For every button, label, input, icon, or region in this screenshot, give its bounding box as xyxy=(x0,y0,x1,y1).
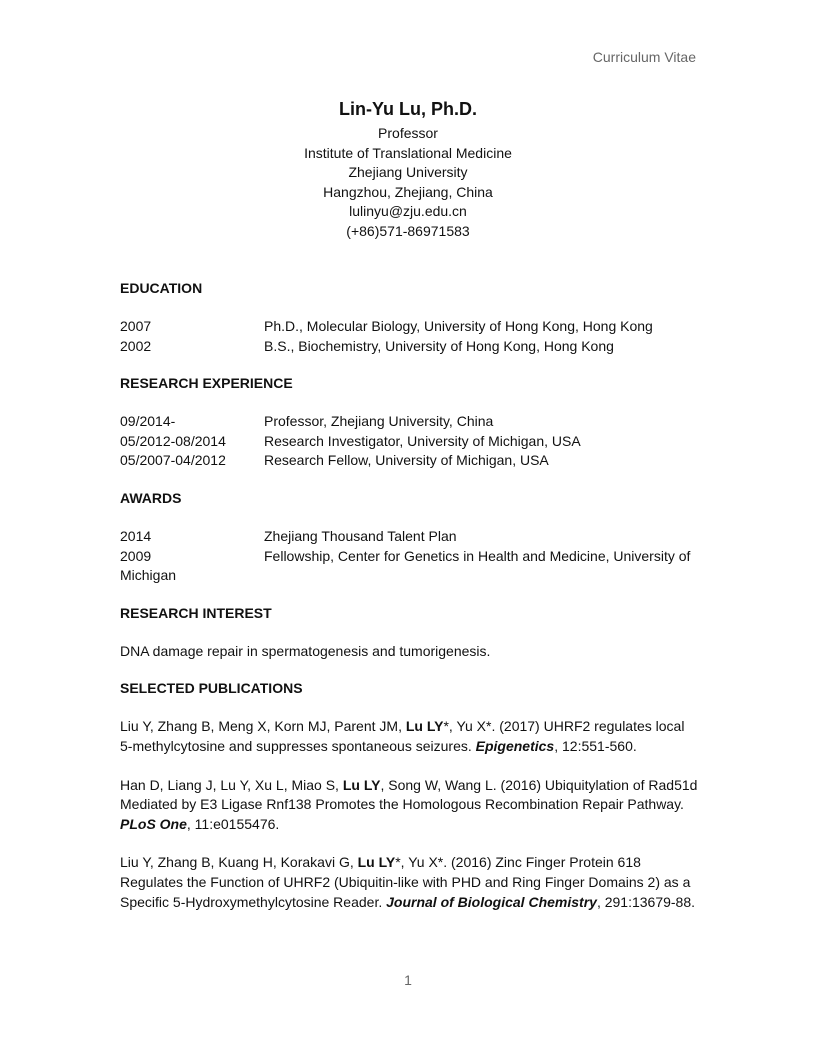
pub-authors: Han D, Liang J, Lu Y, Xu L, Miao S, xyxy=(120,776,343,793)
entry-date: 2009 xyxy=(120,547,152,564)
entry-description: Ph.D., Molecular Biology, University of Hong Kong, Hong Kong xyxy=(264,318,653,334)
person-location: Hangzhou, Zhejiang, China xyxy=(323,183,493,200)
person-institute: Institute of Translational Medicine xyxy=(304,144,512,161)
experience-entry xyxy=(120,451,700,471)
entry-description: Research Fellow, University of Michigan, USA xyxy=(264,452,549,469)
pub-title: *, Yu X*. (2017) UHRF2 regulates local 5-methylcytosine and suppresses spontaneous seizures. xyxy=(120,718,685,754)
awards-section xyxy=(120,488,700,586)
pub-authors: Liu Y, Zhang B, Kuang H, Korakavi G, xyxy=(120,854,358,871)
person-university: Zhejiang University xyxy=(348,164,468,181)
research-interest-section xyxy=(120,603,700,662)
pub-highlight-author: Lu LY xyxy=(357,854,396,871)
pub-title: , Song W, Wang L. (2016) Ubiquitylation of Rad51d Mediated by E3 Ligase Rnf138 Promotes the Homologous Recombination Repair Pathway. xyxy=(120,776,698,813)
person-name: Lin-Yu Lu, Ph.D. xyxy=(339,99,477,119)
entry-date: 2007 xyxy=(120,318,152,334)
education-entry xyxy=(120,337,700,357)
person-title: Professor xyxy=(378,125,438,141)
header-note: Curriculum Vitae xyxy=(592,49,696,65)
research-experience-section xyxy=(120,373,700,471)
entry-description: Fellowship, Center for Genetics in Health and Medicine, University of Michigan xyxy=(120,547,691,584)
pub-journal: PLoS One xyxy=(120,815,187,832)
education-entry xyxy=(120,317,700,337)
pub-citation: , 11:e0155476. xyxy=(186,815,280,832)
pub-highlight-author: Lu LY xyxy=(405,718,444,735)
research-interest-text: DNA damage repair in spermatogenesis and tumorigenesis. xyxy=(120,642,491,659)
cv-content xyxy=(120,278,700,931)
publication-entry xyxy=(120,776,700,835)
entry-date: 05/2012-08/2014 xyxy=(120,432,226,449)
education-section xyxy=(120,278,700,356)
person-email[interactable]: lulinyu@zju.edu.cn xyxy=(349,203,467,220)
pub-authors: Liu Y, Zhang B, Meng X, Korn MJ, Parent JM, xyxy=(120,718,406,735)
publications-section xyxy=(120,678,700,912)
entry-date: 05/2007-04/2012 xyxy=(120,452,226,469)
publication-entry xyxy=(120,717,700,756)
publication-entry xyxy=(120,853,700,912)
award-entry xyxy=(120,547,700,586)
person-phone: (+86)571-86971583 xyxy=(346,222,470,239)
experience-entry xyxy=(120,412,700,432)
awards-heading: AWARDS xyxy=(120,489,182,506)
research-experience-heading: RESEARCH EXPERIENCE xyxy=(120,375,293,392)
pub-highlight-author: Lu LY xyxy=(342,776,381,793)
pub-citation: , 12:551-560. xyxy=(554,737,637,754)
pub-journal: Journal of Biological Chemistry xyxy=(386,893,597,910)
entry-date: 2002 xyxy=(120,337,152,354)
experience-entry xyxy=(120,432,700,452)
entry-description: Research Investigator, University of Michigan, USA xyxy=(264,432,581,449)
publications-heading: SELECTED PUBLICATIONS xyxy=(120,680,303,697)
contact-block xyxy=(0,98,816,242)
pub-citation: , 291:13679-88. xyxy=(596,893,696,910)
entry-description: Zhejiang Thousand Talent Plan xyxy=(264,527,457,544)
entry-date: 2014 xyxy=(120,527,152,544)
entry-date: 09/2014- xyxy=(120,413,176,430)
pub-journal: Epigenetics xyxy=(475,737,555,754)
award-entry xyxy=(120,527,700,547)
entry-description: B.S., Biochemistry, University of Hong Kong, Hong Kong xyxy=(264,337,614,354)
research-interest-heading: RESEARCH INTEREST xyxy=(120,604,272,621)
education-heading: EDUCATION xyxy=(120,280,203,296)
entry-description: Professor, Zhejiang University, China xyxy=(264,413,494,430)
page-number: 1 xyxy=(404,972,412,988)
pub-title: *, Yu X*. (2016) Zinc Finger Protein 618 Regulates the Function of UHRF2 (Ubiquitin-like with PHD and Ring Finger Domains 2) as a Specific 5-Hydroxymethylcytosine Reader. xyxy=(120,854,691,910)
